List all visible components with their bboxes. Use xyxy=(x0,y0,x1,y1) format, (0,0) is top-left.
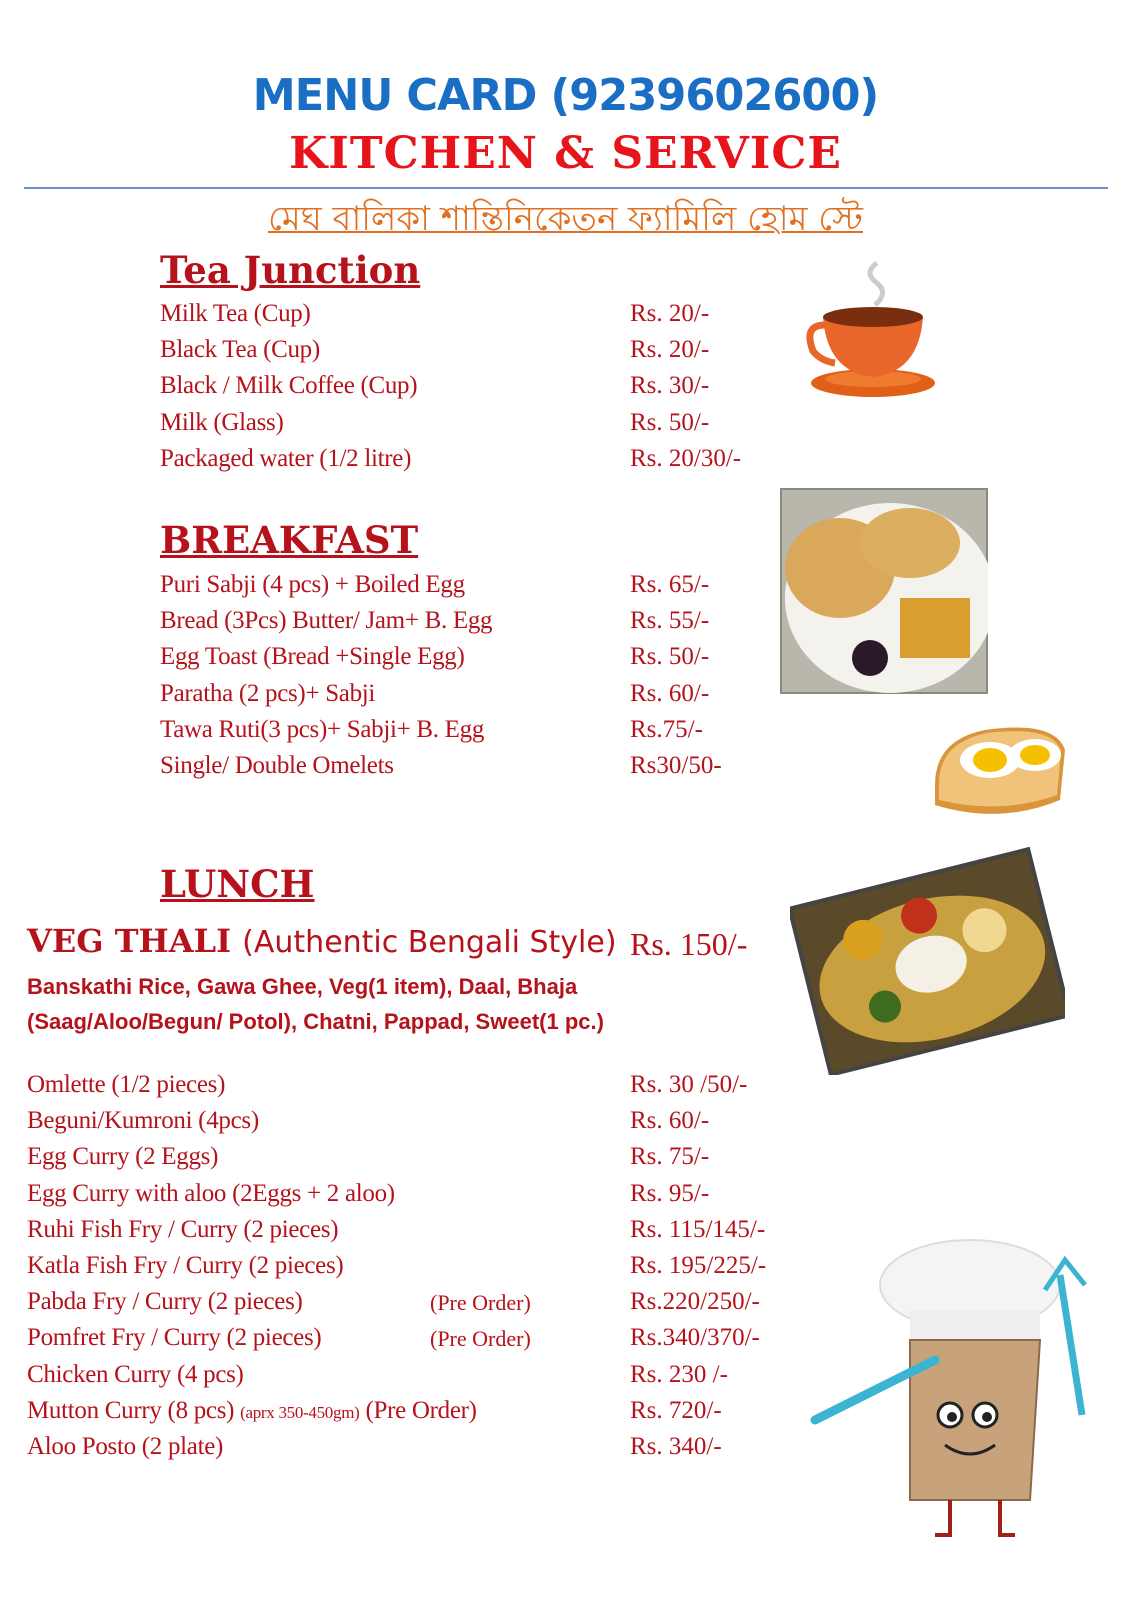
menu-item-name xyxy=(27,1397,477,1425)
veg-thali-desc-1: Banskathi Rice, Gawa Ghee, Veg(1 item), Daal, Bhaja xyxy=(27,974,578,999)
menu-item xyxy=(27,1180,1000,1216)
veg-thali-name: VEG THALI xyxy=(27,922,232,960)
menu-item-name xyxy=(160,716,484,744)
menu-item-name xyxy=(160,571,465,599)
puri-sabji-photo xyxy=(780,488,988,694)
menu-item-price: Rs. 30 /50/- xyxy=(630,1071,748,1098)
pre-order-note: (Pre Order) xyxy=(430,1326,531,1352)
menu-item-price: Rs. 230 /- xyxy=(630,1360,728,1388)
item-name-text: Omlette (1/2 pieces) xyxy=(27,1071,226,1098)
item-name-text: Mutton Curry (8 pcs) xyxy=(27,1396,235,1424)
item-name-text: Katla Fish Fry / Curry (2 pieces) xyxy=(27,1252,344,1279)
veg-thali-style: (Authentic Bengali Style) xyxy=(242,925,617,960)
section-heading-tea: Tea Junction xyxy=(160,248,421,292)
item-name-text: Paratha (2 pcs)+ Sabji xyxy=(160,679,376,707)
menu-item-name xyxy=(27,1143,218,1171)
menu-item-name xyxy=(27,1107,259,1135)
tea-cup-image xyxy=(805,255,945,405)
veg-thali-title xyxy=(27,922,617,960)
menu-item-name xyxy=(27,1324,321,1352)
item-name-text: Egg Curry (2 Eggs) xyxy=(27,1143,219,1171)
section-heading-breakfast: BREAKFAST xyxy=(160,518,419,562)
menu-item xyxy=(160,409,1000,445)
item-name-text: Chicken Curry (4 pcs) xyxy=(27,1360,244,1388)
menu-item-price: Rs. 20/- xyxy=(630,336,710,364)
menu-subtitle: KITCHEN & SERVICE xyxy=(289,128,842,179)
menu-item-name xyxy=(27,1071,225,1099)
menu-item xyxy=(160,716,1000,752)
pre-order-note: (Pre Order) xyxy=(430,1290,531,1316)
menu-item-price: Rs. 50/- xyxy=(630,408,710,436)
item-name-text: Bread (3Pcs) Butter/ Jam+ B. Egg xyxy=(160,607,493,635)
menu-item xyxy=(27,1071,1000,1107)
item-name-text: Black Tea (Cup) xyxy=(160,336,320,364)
menu-item-name xyxy=(160,409,283,437)
menu-title: MENU CARD (9239602600) xyxy=(252,70,879,121)
menu-item xyxy=(27,1107,1000,1143)
item-name-text: Egg Curry with aloo (2Eggs + 2 aloo) xyxy=(27,1179,395,1207)
veg-thali-price: Rs. 150/- xyxy=(630,926,748,962)
item-name-text: Milk (Glass) xyxy=(160,408,284,436)
menu-item-price: Rs. 65/- xyxy=(630,571,710,598)
menu-item-name xyxy=(160,607,492,635)
menu-item-name xyxy=(160,372,417,400)
item-name-text: Pomfret Fry / Curry (2 pieces) xyxy=(27,1324,322,1352)
menu-item-name xyxy=(160,336,320,364)
homestay-name-text: মেঘ বালিকা শান্তিনিকেতন ফ্যামিলি হোম স্টে xyxy=(268,199,863,239)
item-name-text: Puri Sabji (4 pcs) + Boiled Egg xyxy=(160,571,465,598)
chef-mascot-image xyxy=(810,1230,1095,1550)
item-name-text: Single/ Double Omelets xyxy=(160,752,394,779)
menu-item-price: Rs.340/370/- xyxy=(630,1324,760,1352)
menu-item-price: Rs30/50- xyxy=(630,752,722,779)
menu-item-price: Rs.75/- xyxy=(630,715,703,743)
item-weight-note: (aprx 350-450gm) xyxy=(240,1402,360,1422)
menu-item-name xyxy=(160,445,411,473)
menu-item-price: Rs. 20/30/- xyxy=(630,444,742,472)
homestay-name xyxy=(0,193,1131,250)
menu-item-name xyxy=(27,1361,244,1389)
menu-item-price: Rs. 340/- xyxy=(630,1433,722,1460)
menu-item-price: Rs. 115/145/- xyxy=(630,1215,766,1243)
item-name-text: Beguni/Kumroni (4pcs) xyxy=(27,1107,259,1135)
divider xyxy=(24,187,1108,189)
item-name-text: Aloo Posto (2 plate) xyxy=(27,1433,224,1460)
menu-item-name xyxy=(27,1216,338,1244)
menu-item-price: Rs. 30/- xyxy=(630,372,710,400)
item-name-text: Ruhi Fish Fry / Curry (2 pieces) xyxy=(27,1215,339,1243)
menu-item xyxy=(160,752,1000,788)
pre-order-note: (Pre Order) xyxy=(365,1396,477,1424)
menu-item-price: Rs. 720/- xyxy=(630,1396,722,1424)
menu-item-price: Rs. 50/- xyxy=(630,643,710,671)
item-name-text: Milk Tea (Cup) xyxy=(160,300,311,327)
menu-item xyxy=(160,445,1000,481)
item-name-text: Packaged water (1/2 litre) xyxy=(160,444,412,472)
item-name-text: Egg Toast (Bread +Single Egg) xyxy=(160,643,465,671)
menu-item-name xyxy=(160,300,311,328)
item-name-text: Tawa Ruti(3 pcs)+ Sabji+ B. Egg xyxy=(160,715,485,743)
menu-item-name xyxy=(27,1180,395,1208)
menu-item-price: Rs. 60/- xyxy=(630,679,710,707)
menu-item-name xyxy=(27,1288,303,1316)
egg-toast-image xyxy=(925,715,1075,825)
menu-item-price: Rs. 20/- xyxy=(630,300,710,327)
item-name-text: Black / Milk Coffee (Cup) xyxy=(160,372,418,400)
menu-item-price: Rs. 60/- xyxy=(630,1107,710,1135)
item-name-text: Pabda Fry / Curry (2 pieces) xyxy=(27,1288,303,1316)
section-heading-lunch: LUNCH xyxy=(160,862,315,906)
menu-item-name xyxy=(160,680,375,708)
menu-item xyxy=(27,1143,1000,1179)
menu-item-price: Rs. 55/- xyxy=(630,607,710,635)
veg-thali-desc-2: (Saag/Aloo/Begun/ Potol), Chatni, Pappad, Sweet(1 pc.) xyxy=(27,1009,604,1034)
menu-item-price: Rs. 95/- xyxy=(630,1179,710,1207)
menu-item-name xyxy=(160,752,394,780)
menu-item-name xyxy=(27,1433,223,1461)
menu-item-price: Rs. 75/- xyxy=(630,1143,710,1171)
veg-thali-photo xyxy=(790,845,1065,1075)
menu-item-price: Rs.220/250/- xyxy=(630,1288,760,1316)
menu-item-name xyxy=(160,643,465,671)
menu-item-price: Rs. 195/225/- xyxy=(630,1252,767,1279)
menu-item-name xyxy=(27,1252,343,1280)
